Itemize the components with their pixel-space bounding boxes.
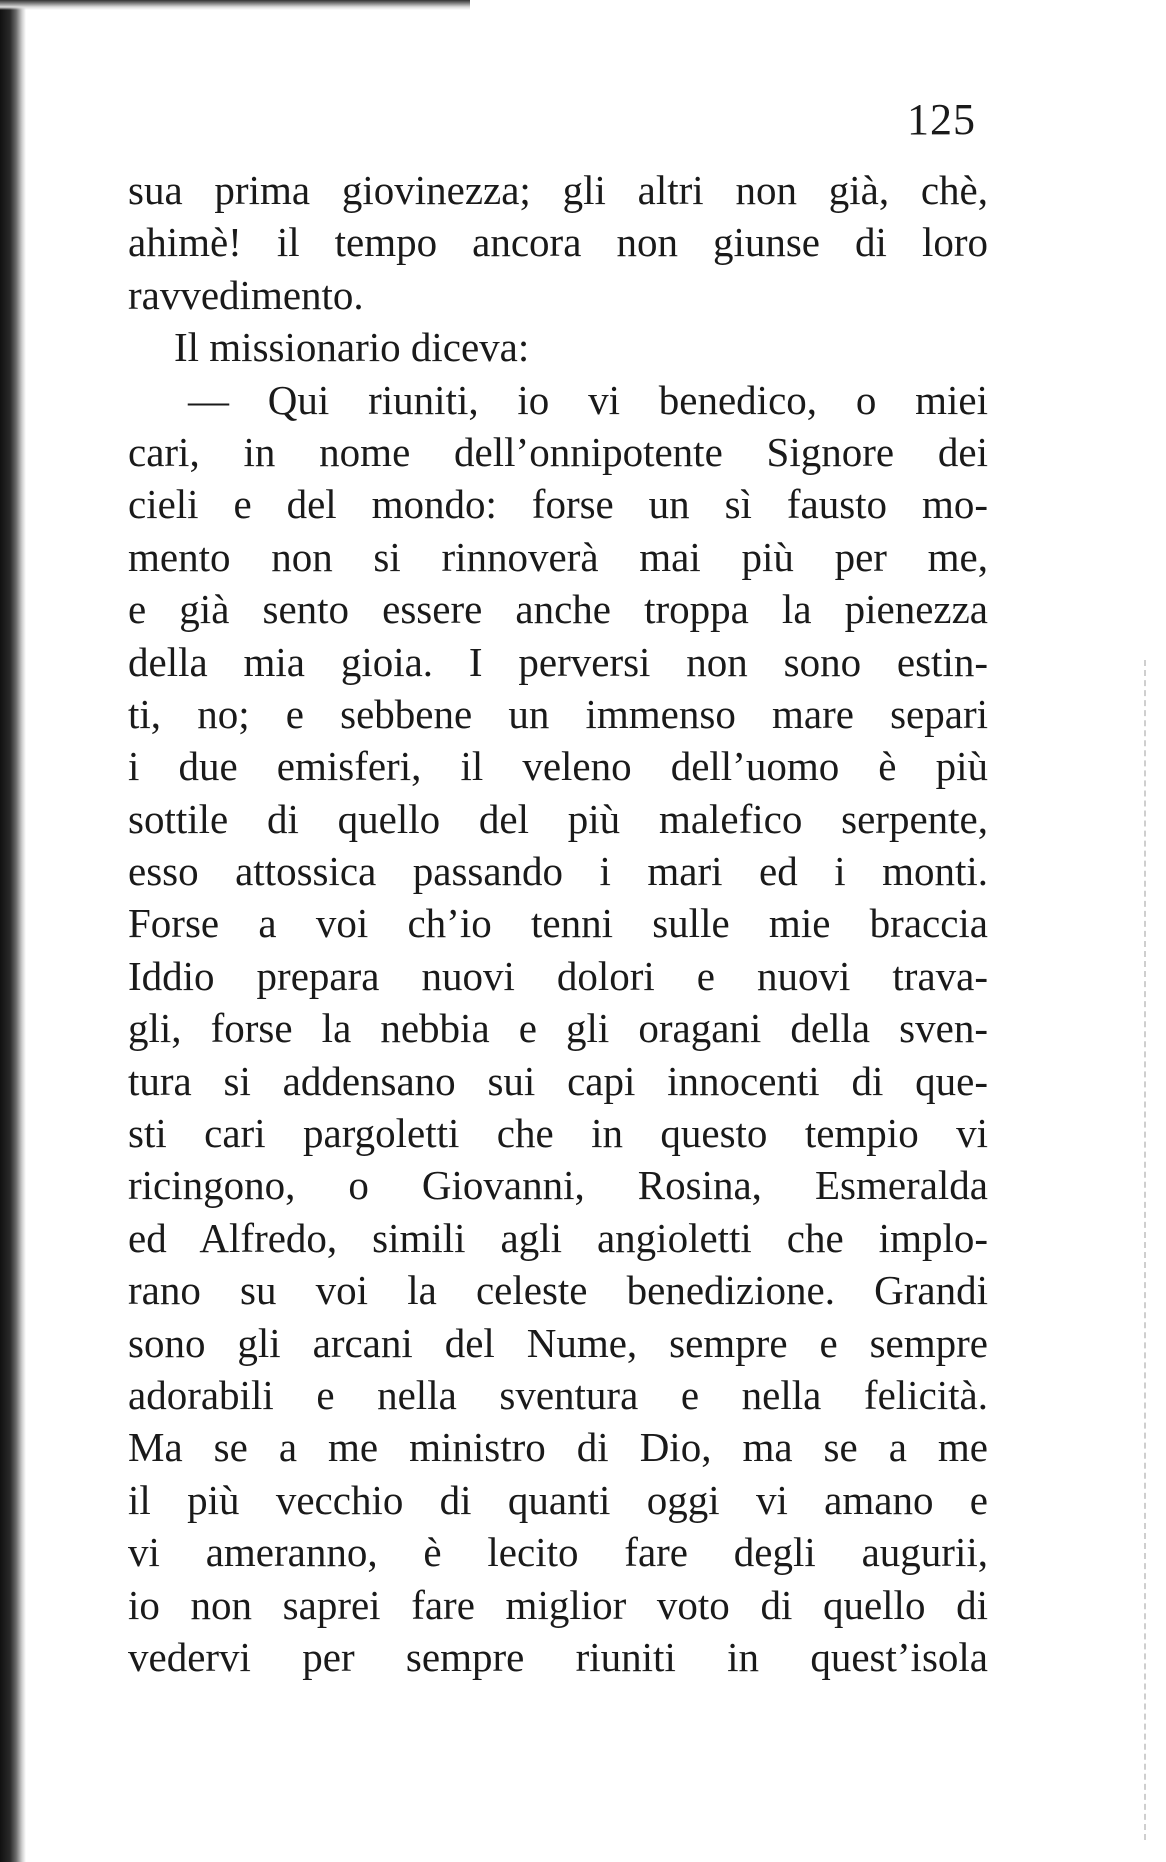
text-line: sono gli arcani del Nume, sempre e sempre [128, 1319, 988, 1366]
text-line: Iddio prepara nuovi dolori e nuovi trava- [128, 952, 988, 999]
text-line: sottile di quello del più malefico serpente, [128, 795, 988, 842]
text-line: — Qui riuniti, io vi benedico, o miei [188, 376, 988, 423]
text-line: cieli e del mondo: forse un sì fausto mo- [128, 481, 988, 528]
text-line: esso attossica passando i mari ed i monti. [128, 848, 988, 895]
text-line: ed Alfredo, simili agli angioletti che implo- [128, 1214, 988, 1261]
text-line: Forse a voi ch’io tenni sulle mie braccia [128, 900, 988, 947]
text-line: cari, in nome dell’onnipotente Signore dei [128, 428, 988, 475]
text-line: io non saprei fare miglior voto di quello di [128, 1581, 988, 1628]
text-line: sti cari pargoletti che in questo tempio vi [128, 1110, 988, 1157]
text-line: ravvedimento. [128, 271, 364, 318]
text-line: sua prima giovinezza; gli altri non già, chè, [128, 167, 988, 213]
text-line: ti, no; e sebbene un immenso mare separi [128, 690, 988, 737]
text-line: il più vecchio di quanti oggi vi amano e [128, 1476, 988, 1523]
page-right-edge [1144, 660, 1146, 1840]
text-line: ricingono, o Giovanni, Rosina, Esmeralda [128, 1162, 988, 1209]
page-number: 125 [907, 95, 976, 144]
text-line: vi ameranno, è lecito fare degli augurii, [128, 1529, 988, 1576]
body-text [128, 164, 988, 1683]
page-top-edge [0, 0, 470, 10]
text-line: ahimè! il tempo ancora non giunse di loro [128, 219, 988, 266]
text-line: vedervi per sempre riuniti in quest’isola [128, 1633, 988, 1680]
text-line: i due emisferi, il veleno dell’uomo è più [128, 743, 988, 790]
text-line: e già sento essere anche troppa la pienezza [128, 586, 988, 633]
page-binding-edge [0, 0, 26, 1862]
text-line: Ma se a me ministro di Dio, ma se a me [128, 1424, 988, 1471]
text-line: Il missionario diceva: [174, 324, 530, 371]
text-line: tura si addensano sui capi innocenti di que- [128, 1057, 988, 1104]
text-line: rano su voi la celeste benedizione. Grandi [128, 1267, 988, 1314]
text-line: adorabili e nella sventura e nella felicità. [128, 1371, 988, 1418]
text-line: mento non si rinnoverà mai più per me, [128, 533, 988, 580]
text-line: gli, forse la nebbia e gli oragani della sven- [128, 1005, 988, 1052]
text-line: della mia gioia. I perversi non sono estin- [128, 638, 988, 685]
